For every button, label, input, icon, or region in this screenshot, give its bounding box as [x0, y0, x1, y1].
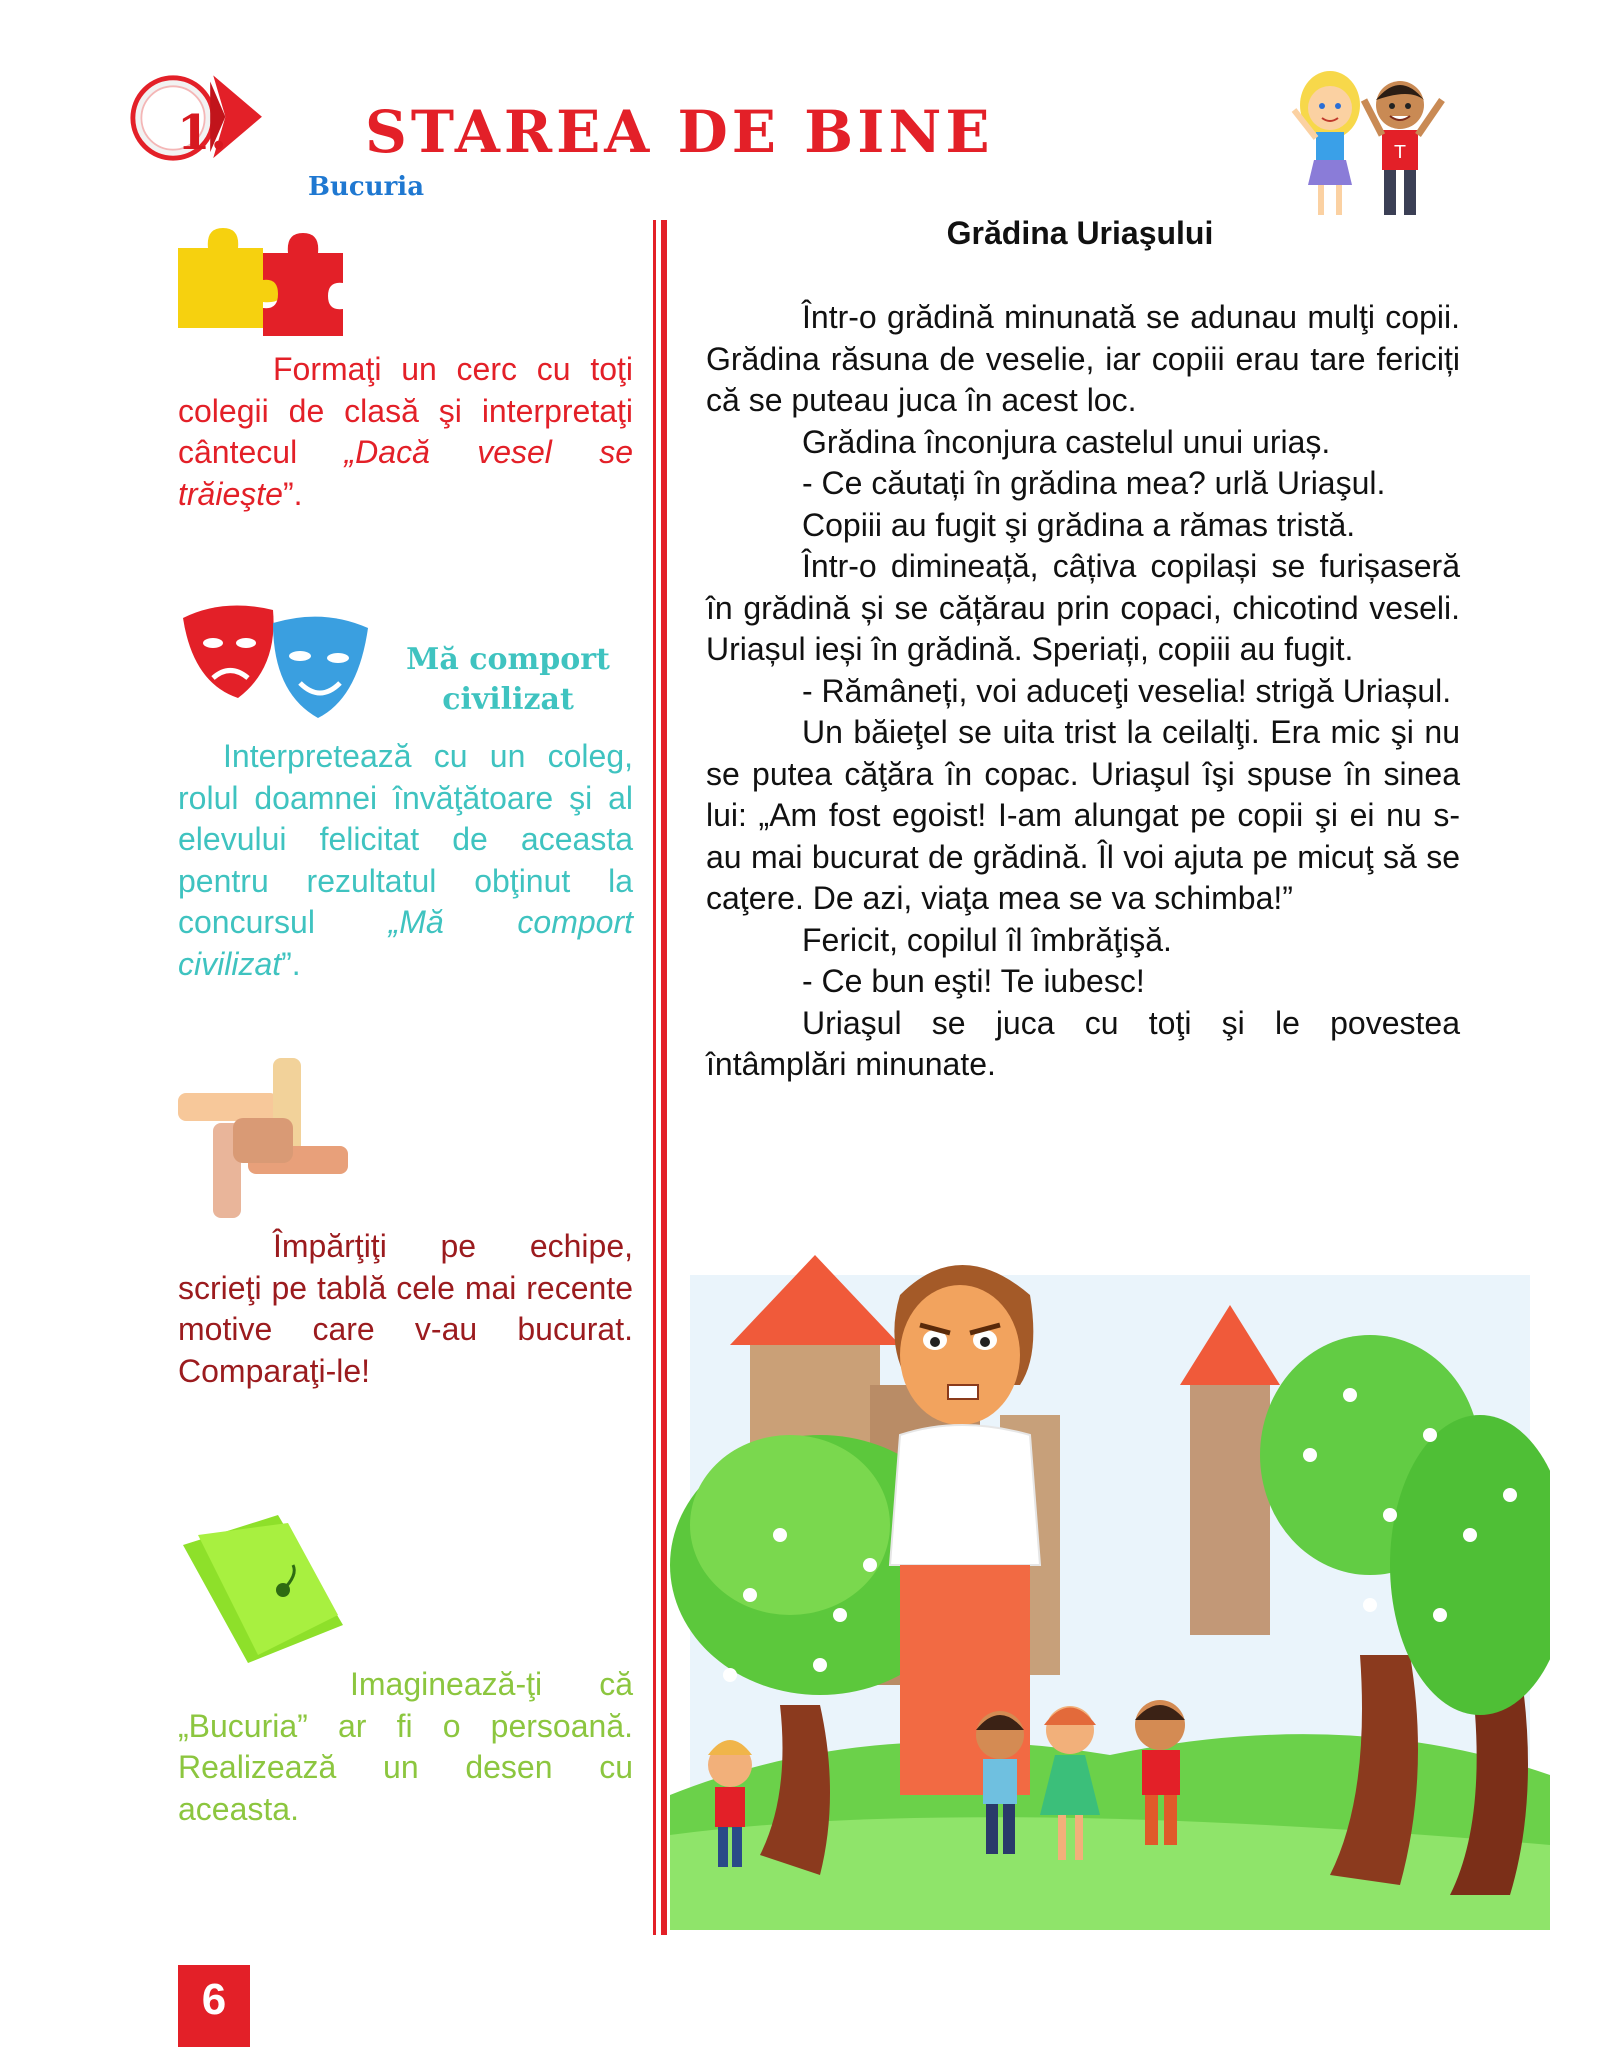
puzzle-icon	[178, 228, 348, 338]
children-illustration-icon	[1280, 60, 1460, 230]
story-paragraph: Grădina înconjura castelul unui uriaș.	[802, 423, 1331, 460]
story-body	[706, 297, 1460, 1086]
story-paragraph: Un băieţel se uita trist la ceilalţi. Era mic şi nu se putea căţăra în copac. Uriaşul îşi spuse în sinea lui: „Am fost egoist! I-am alungat pe copii şi ei nu s-au mai bucurat de grădină. Îl voi ajuta pe micuţ să se caţere. De azi, viaţa mea se va schimba!”	[706, 714, 1460, 916]
story-title: Grădina Uriaşului	[946, 215, 1214, 251]
story-paragraph: Uriaşul se juca cu toţi şi le povestea întâmplări minunate.	[706, 1004, 1460, 1082]
story-paragraph: - Ce bun eşti! Te iubesc!	[802, 963, 1145, 999]
column-divider	[653, 220, 667, 1935]
story-paragraph: Copiii au fugit şi grădina a rămas tristă.	[802, 506, 1356, 543]
activity-role-play-text: Interpretează cu un coleg, rolul doamnei învăţătoare şi al elevului felicitat de aceasta pentru rezultatul obţinut la concursul „Mă comport civilizat”.	[178, 738, 633, 982]
activity-teams-text: Împărţiţi pe echipe, scrieţi pe tablă cele mai recente motive care v-au bucurat. Comparaţi-le!	[178, 1228, 633, 1389]
activity-imagine-text: Imaginează-ţi că „Bucuria” ar fi o persoană. Realizează un desen cu aceasta.	[178, 1666, 633, 1827]
giant-garden-illustration	[670, 1235, 1550, 1930]
teamwork-hands-icon	[178, 1058, 348, 1218]
activity-masks-title: Mă comport civilizat	[406, 642, 610, 717]
svg-text:T: T	[1394, 142, 1406, 163]
story-paragraph: Fericit, copilul îl îmbrăţişă.	[802, 921, 1172, 958]
story-paragraph: - Rămâneți, voi aduceţi veselia! strigă Uriașul.	[802, 672, 1452, 709]
story-paragraph: Într-o grădină minunată se adunau mulţi copii. Grădina răsuna de veselie, iar copiii erau tare fericiți că se puteau juca în acest loc.	[706, 299, 1460, 418]
story-paragraph: Într-o dimineață, câțiva copilași se furișaseră în grădină și se cățărau prin copaci, chicotind veseli. Uriașul ieși în grădină. Speriați, copiii au fugit.	[706, 548, 1460, 667]
folder-icon	[178, 1515, 348, 1665]
chapter-subtitle: Bucuria	[308, 172, 425, 202]
chapter-number: 1.	[176, 105, 228, 161]
theater-masks-icon	[178, 598, 378, 728]
story-paragraph: - Ce căutați în grădina mea? urlă Uriaşul.	[802, 465, 1386, 501]
activity-circle-text: Formaţi un cerc cu toţi colegii de clasă şi interpretaţi cântecul „Dacă vesel se trăieşte”.	[178, 351, 634, 512]
chapter-title: STAREA DE BINE	[365, 98, 994, 166]
page-number: 6	[178, 1965, 250, 2047]
